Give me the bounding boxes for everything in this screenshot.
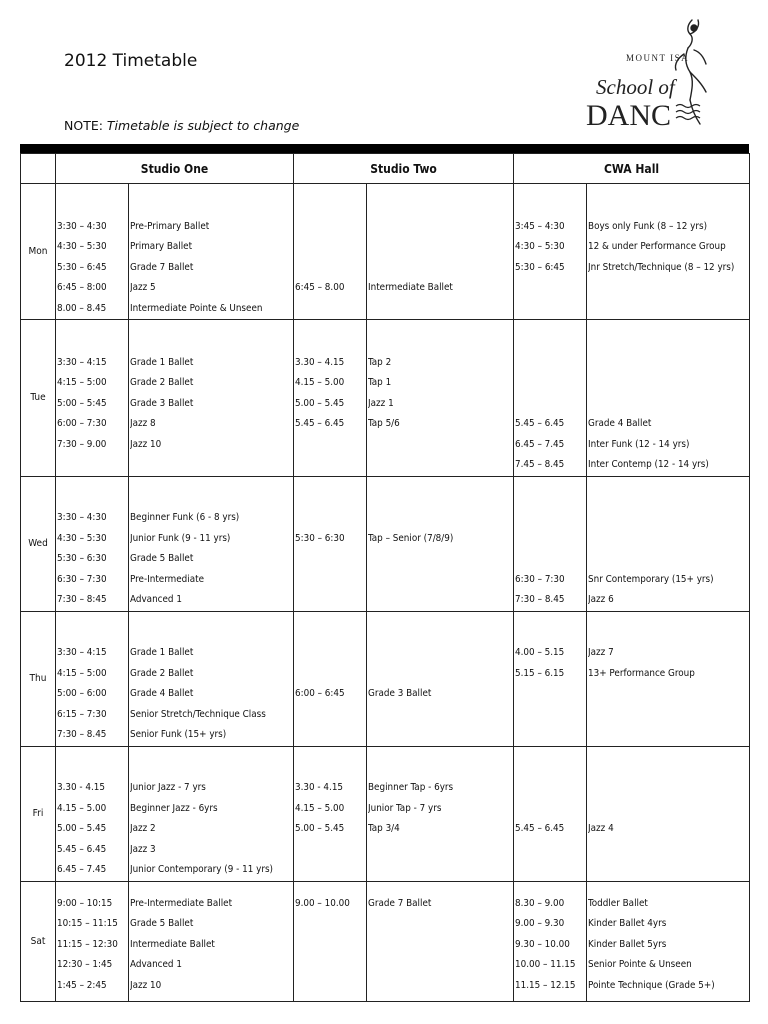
time-slot: 10:15 – 11:15 [57,918,118,929]
class-name: Kinder Ballet 5yrs [588,938,667,950]
class-name: Jazz 6 [588,594,614,605]
day-label: Thu [21,611,56,746]
cwa-class-cell [587,746,750,881]
time-slot: 7:30 – 8.45 [57,729,107,740]
time-slot: 7:30 – 9.00 [57,438,107,450]
class-name: Grade 4 Ballet [588,418,652,429]
time-slot: 4.15 – 5.00 [295,377,345,388]
day-label: Fri [21,746,56,881]
class-name: Beginner Tap - 6yrs [368,782,454,793]
time-slot: 5.00 – 5.45 [295,823,345,834]
class-name: Jazz 8 [130,418,156,429]
s1-time-cell [56,881,129,1001]
time-slot: 4:15 – 5:00 [57,377,107,388]
class-name: Jazz 5 [130,282,156,293]
class-name: Tap 5/6 [368,418,400,429]
class-name: Snr Contemporary (15+ yrs) [588,573,714,585]
cwa-class-cell [587,320,750,477]
time-slot: 9.00 – 9.30 [515,918,565,929]
time-slot: 4:30 – 5:30 [57,532,107,544]
time-slot: 5:30 – 6:45 [515,261,565,273]
logo-top-text: MOUNT ISA [626,53,690,63]
time-slot: 11:15 – 12:30 [57,938,118,950]
time-slot: 4:30 – 5:30 [57,241,107,252]
class-name: Beginner Funk (6 - 8 yrs) [130,512,240,523]
class-name: Junior Contemporary (9 - 11 yrs) [130,864,273,875]
class-name: Jazz 2 [130,823,156,834]
s1-time-cell [56,476,129,611]
s2-class-cell [367,611,514,746]
day-row-fri [21,746,750,881]
time-slot: 1:45 – 2:45 [57,979,107,991]
day-label: Wed [21,476,56,611]
dancer-figure-icon [675,20,706,124]
logo-sub-text: DANC [586,99,672,132]
time-slot: 6:45 – 8.00 [295,282,345,293]
time-slot: 6.45 – 7.45 [57,864,107,875]
class-name: Jazz 4 [588,823,614,834]
class-name: Intermediate Ballet [368,282,453,293]
timetable-body [21,184,750,1002]
time-slot: 3.30 – 4.15 [295,356,345,368]
class-name: Grade 5 Ballet [130,918,194,929]
time-slot: 5:30 – 6:45 [57,261,107,273]
day-label: Mon [21,184,56,320]
class-name: Advanced 1 [130,959,182,970]
class-name: Primary Ballet [130,241,193,252]
day-row-wed [21,476,750,611]
header-studio-two: Studio Two [294,154,514,184]
class-name: Senior Pointe & Unseen [588,959,692,970]
day-row-mon [21,184,750,320]
day-row-sat [21,881,750,1001]
class-name: Tap 2 [368,356,392,368]
time-slot: 11.15 – 12.15 [515,979,576,991]
time-slot: 4.00 – 5.15 [515,647,565,658]
timetable [20,153,750,1002]
time-slot: 5.45 – 6.45 [515,418,565,429]
time-slot: 3:30 – 4:15 [57,356,107,368]
note-text: Timetable is subject to change [106,118,300,133]
class-name: Junior Funk (9 - 11 yrs) [130,532,231,544]
s1-class-cell [129,611,294,746]
day-label: Sat [21,881,56,1001]
class-name: Advanced 1 [130,594,182,605]
class-name: Jazz 10 [130,438,162,450]
header-row [21,154,750,184]
s2-class-cell [367,881,514,1001]
day-row-thu [21,611,750,746]
school-logo [580,14,730,139]
table-top-bar [20,144,749,153]
class-name: Grade 2 Ballet [130,667,194,679]
class-name: Tap 3/4 [368,823,400,834]
s1-time-cell [56,611,129,746]
day-label: Tue [21,320,56,477]
time-slot: 5.45 – 6.45 [295,418,345,429]
note-prefix: NOTE: [64,118,103,133]
time-slot: 5.00 – 5.45 [57,823,107,834]
time-slot: 8.30 – 9.00 [515,897,565,909]
class-name: Tap – Senior (7/8/9) [368,532,454,544]
time-slot: 6.45 – 7.45 [515,438,565,450]
class-name: Intermediate Ballet [130,938,215,950]
class-name: Inter Contemp (12 - 14 yrs) [588,459,709,470]
cwa-time-cell [514,320,587,477]
class-name: Grade 1 Ballet [130,647,194,658]
class-name: Pre-Intermediate Ballet [130,897,233,909]
time-slot: 6:30 – 7:30 [57,573,107,585]
class-name: Pointe Technique (Grade 5+) [588,979,715,991]
time-slot: 6:00 – 6:45 [295,688,345,699]
class-name: Beginner Jazz - 6yrs [130,802,218,814]
class-name: Tap 1 [368,377,392,388]
class-name: Jazz 3 [130,843,156,855]
class-name: Kinder Ballet 4yrs [588,918,667,929]
class-name: Grade 5 Ballet [130,553,194,564]
time-slot: 5.45 – 6.45 [57,843,107,855]
class-name: Grade 7 Ballet [130,261,194,273]
time-slot: 9:00 – 10:15 [57,897,113,909]
time-slot: 4.15 – 5.00 [295,802,345,814]
time-slot: 7:30 – 8:45 [57,594,107,605]
class-name: Inter Funk (12 - 14 yrs) [588,438,690,450]
time-slot: 6:30 – 7:30 [515,573,565,585]
s2-class-cell [367,746,514,881]
s1-class-cell [129,476,294,611]
time-slot: 9.30 – 10.00 [515,938,570,950]
time-slot: 3:45 – 4:30 [515,220,565,232]
class-name: Intermediate Pointe & Unseen [130,302,263,314]
class-name: Pre-Primary Ballet [130,220,210,232]
time-slot: 6:15 – 7:30 [57,708,107,720]
class-name: Boys only Funk (8 – 12 yrs) [588,220,708,232]
time-slot: 12:30 – 1:45 [57,959,113,970]
s1-class-cell [129,320,294,477]
page-title: 2012 Timetable [64,51,198,71]
class-name: Junior Jazz - 7 yrs [130,782,206,793]
class-name: Grade 3 Ballet [368,688,432,699]
s2-time-cell [294,320,367,477]
time-slot: 6:45 – 8:00 [57,282,107,293]
s1-time-cell [56,320,129,477]
time-slot: 9.00 – 10.00 [295,897,350,909]
class-name: Junior Tap - 7 yrs [368,802,442,814]
s2-time-cell [294,746,367,881]
cwa-time-cell [514,184,587,320]
class-name: 12 & under Performance Group [588,241,726,252]
s1-time-cell [56,746,129,881]
class-name: Senior Stretch/Technique Class [130,708,266,720]
logo-main-text: School of [596,75,675,99]
time-slot: 4.15 – 5.00 [57,802,107,814]
class-name: Pre-Intermediate [130,573,205,585]
cwa-time-cell [514,611,587,746]
s1-class-cell [129,184,294,320]
class-name: Grade 2 Ballet [130,377,194,388]
time-slot: 7.45 – 8.45 [515,459,565,470]
class-name: 13+ Performance Group [588,667,695,679]
s2-time-cell [294,611,367,746]
time-slot: 3:30 – 4:15 [57,647,107,658]
day-row-tue [21,320,750,477]
s2-class-cell [367,184,514,320]
class-name: Senior Funk (15+ yrs) [130,729,227,740]
time-slot: 10.00 – 11.15 [515,959,576,970]
class-name: Jazz 10 [130,979,162,991]
time-slot: 8.00 – 8.45 [57,302,107,314]
header-cwa-hall: CWA Hall [514,154,750,184]
s2-time-cell [294,476,367,611]
header-studio-one: Studio One [56,154,294,184]
cwa-time-cell [514,746,587,881]
s1-time-cell [56,184,129,320]
class-name: Jazz 1 [368,397,394,409]
time-slot: 3:30 – 4:30 [57,512,107,523]
time-slot: 4:15 – 5:00 [57,667,107,679]
class-name: Grade 3 Ballet [130,397,194,409]
time-slot: 5.00 – 5.45 [295,397,345,409]
cwa-time-cell [514,881,587,1001]
class-name: Grade 4 Ballet [130,688,194,699]
note [64,118,299,133]
s2-class-cell [367,476,514,611]
time-slot: 5:30 – 6:30 [57,553,107,564]
s2-time-cell [294,881,367,1001]
time-slot: 5:00 – 5:45 [57,397,107,409]
time-slot: 3.30 - 4.15 [57,782,106,793]
time-slot: 7:30 – 8.45 [515,594,565,605]
header-day [21,154,56,184]
time-slot: 5.45 – 6.45 [515,823,565,834]
time-slot: 6:00 – 7:30 [57,418,107,429]
class-name: Toddler Ballet [588,897,648,909]
cwa-class-cell [587,184,750,320]
class-name: Jnr Stretch/Technique (8 – 12 yrs) [588,261,735,273]
time-slot: 3:30 – 4:30 [57,220,107,232]
class-name: Grade 1 Ballet [130,356,194,368]
cwa-class-cell [587,881,750,1001]
cwa-class-cell [587,476,750,611]
time-slot: 5:30 – 6:30 [295,532,345,544]
s1-class-cell [129,746,294,881]
time-slot: 5.15 – 6.15 [515,667,565,679]
time-slot: 3.30 - 4.15 [295,782,344,793]
cwa-class-cell [587,611,750,746]
time-slot: 4:30 – 5:30 [515,241,565,252]
time-slot: 5:00 – 6:00 [57,688,107,699]
class-name: Grade 7 Ballet [368,897,432,909]
class-name: Jazz 7 [588,647,614,658]
s1-class-cell [129,881,294,1001]
s2-class-cell [367,320,514,477]
cwa-time-cell [514,476,587,611]
s2-time-cell [294,184,367,320]
